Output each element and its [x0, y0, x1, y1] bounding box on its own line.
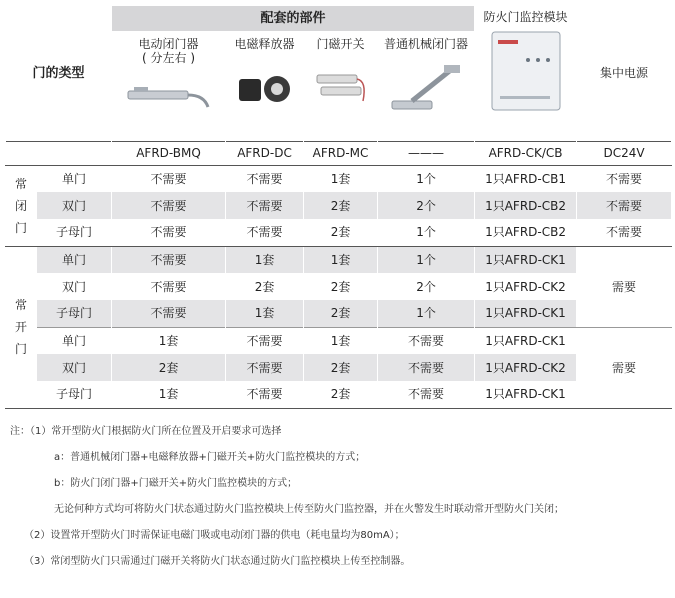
cell: 2个	[378, 192, 475, 219]
cell: 不需要	[226, 354, 304, 381]
table-row: 双门	[37, 273, 112, 300]
cell: 不需要	[226, 327, 304, 354]
cell: 1只AFRD-CK1	[475, 327, 577, 354]
cell: 1套	[112, 327, 226, 354]
model-door-switch: AFRD-MC	[304, 141, 378, 165]
cell: 2套	[304, 219, 378, 246]
magnetic-release-image	[226, 51, 303, 123]
door-parts-table	[5, 6, 672, 409]
model-mech-closer: ———	[378, 141, 475, 165]
mech-closer-header: 普通机械闭门器	[378, 31, 475, 141]
door-type-header: 门的类型	[6, 6, 112, 141]
cell: 不需要	[226, 219, 304, 246]
cell: 2套	[226, 273, 304, 300]
group-normally-open: 常开门	[6, 246, 37, 408]
cell: 1个	[378, 165, 475, 192]
cell: 1套	[304, 246, 378, 273]
cell: 2套	[304, 273, 378, 300]
cell: 不需要	[577, 165, 672, 192]
cell: 1只AFRD-CB2	[475, 192, 577, 219]
cell: 2套	[304, 300, 378, 327]
cell: 2个	[378, 273, 475, 300]
cell: 1套	[226, 246, 304, 273]
cell: 不需要	[226, 381, 304, 408]
cell: 2套	[304, 354, 378, 381]
note-line: （3）常闭型防火门只需通过门磁开关将防火门状态通过防火门监控模块上传至控制器。	[24, 556, 411, 567]
cell: 1只AFRD-CK1	[475, 300, 577, 327]
mechanical-closer-image	[378, 51, 474, 123]
table-row: 双门	[37, 192, 112, 219]
cell: 1只AFRD-CK2	[475, 354, 577, 381]
note-line: 无论何种方式均可将防火门状态通过防火门监控模块上传至防火门监控器，并在火警发生时联动常开型防火门关闭；	[54, 504, 564, 515]
cell: 不需要	[112, 219, 226, 246]
group-normally-closed: 常闭门	[6, 165, 37, 246]
table-row: 子母门	[37, 219, 112, 246]
table-row: 双门	[37, 354, 112, 381]
table-row: 单门	[37, 165, 112, 192]
door-switch-header: 门磁开关	[304, 31, 378, 141]
table-row: 单门	[37, 246, 112, 273]
cell: 1套	[226, 300, 304, 327]
note-line: b：防火门闭门器+门磁开关+防火门监控模块的方式；	[54, 478, 298, 489]
cell: 不需要	[378, 327, 475, 354]
cell: 1套	[304, 327, 378, 354]
cell: 1只AFRD-CK1	[475, 381, 577, 408]
model-release: AFRD-DC	[226, 141, 304, 165]
parts-group-header: 配套的部件	[112, 6, 475, 31]
monitor-header: 防火门监控模块	[475, 6, 577, 141]
cell: 2套	[112, 354, 226, 381]
table-row: 子母门	[37, 381, 112, 408]
power-header: 集中电源	[577, 6, 672, 141]
cell: 不需要	[577, 192, 672, 219]
cell: 不需要	[226, 192, 304, 219]
cell: 1个	[378, 246, 475, 273]
cell: 不需要	[378, 381, 475, 408]
power-cell-a: 需要	[577, 246, 672, 327]
model-blank	[6, 141, 112, 165]
cell: 1个	[378, 300, 475, 327]
note-line: 注：（1）常开型防火门根据防火门所在位置及开启要求可选择	[10, 426, 282, 437]
cell: 不需要	[112, 165, 226, 192]
cell: 不需要	[577, 219, 672, 246]
cell: 不需要	[112, 273, 226, 300]
cell: 不需要	[112, 300, 226, 327]
cell: 1只AFRD-CB2	[475, 219, 577, 246]
cell: 1套	[304, 165, 378, 192]
closer-header: 电动闭门器 ( 分左右 )	[112, 31, 226, 141]
cell: 1只AFRD-CB1	[475, 165, 577, 192]
cell: 1套	[112, 381, 226, 408]
cell: 不需要	[226, 165, 304, 192]
electric-closer-image	[112, 65, 225, 127]
note-line: （2）设置常开型防火门时需保证电磁门吸或电动闭门器的供电（耗电量均为80mA）；	[24, 530, 405, 541]
power-cell-b: 需要	[577, 327, 672, 408]
cell: 不需要	[378, 354, 475, 381]
door-switch-image	[304, 51, 377, 123]
cell: 不需要	[112, 246, 226, 273]
table-row: 子母门	[37, 300, 112, 327]
note-line: a：普通机械闭门器+电磁释放器+门磁开关+防火门监控模块的方式；	[54, 452, 366, 463]
cell: 2套	[304, 192, 378, 219]
model-monitor: AFRD-CK/CB	[475, 141, 577, 165]
cell: 不需要	[112, 192, 226, 219]
cell: 1只AFRD-CK1	[475, 246, 577, 273]
release-header: 电磁释放器	[226, 31, 304, 141]
cell: 1个	[378, 219, 475, 246]
cell: 2套	[304, 381, 378, 408]
table-row: 单门	[37, 327, 112, 354]
cell: 1只AFRD-CK2	[475, 273, 577, 300]
monitor-module-image	[475, 24, 576, 118]
model-closer: AFRD-BMQ	[112, 141, 226, 165]
model-power: DC24V	[577, 141, 672, 165]
